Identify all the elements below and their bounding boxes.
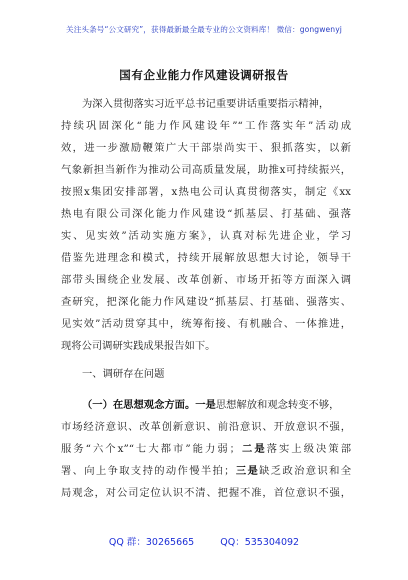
section-heading: 一、调研存在问题	[82, 368, 165, 380]
point-text: 缺乏政治意识和全	[259, 465, 351, 477]
paragraph-line: 查研究，把深化能力作风建设“抓基层、打基础、强落实、	[61, 296, 351, 308]
paragraph-line	[61, 394, 351, 416]
point-text: 服务“六个x”“七大都市”能力弱；	[61, 443, 240, 455]
point-label: 一是	[195, 399, 216, 411]
intro-paragraph	[61, 93, 351, 357]
point-label: 三是	[234, 465, 260, 477]
point-text: 署、向上争取支持的动作慢半拍；	[61, 465, 235, 477]
paragraph-line: 部带头围绕企业发展、改革创新、市场开拓等方面深入调	[61, 274, 351, 286]
paragraph-line: 借鉴先进理念和模式，持续开展解放思想大讨论，领导干	[61, 252, 351, 264]
point-text: 思想解放和观念转变不够，	[215, 399, 340, 411]
paragraph-line	[61, 460, 351, 482]
paragraph-line: 为深入贯彻落实习近平总书记重要讲话重要指示精神，	[82, 98, 330, 110]
paragraph-line	[61, 438, 351, 460]
document-title: 国有企业能力作风建设调研报告	[119, 68, 289, 82]
paragraph-line: 热电有限公司深化能力作风建设“抓基层、打基础、强落	[61, 208, 351, 220]
paragraph-line: 效，进一步激励鞭策广大干部崇尚实干、狠抓落实，以新	[61, 142, 351, 154]
paragraph-line: 市场经济意识、改革创新意识、前沿意识、开放意识不强，	[61, 421, 351, 433]
paragraph-line: 气象新担当新作为推动公司高质量发展，助推x可持续振兴，	[61, 164, 351, 176]
qq-number: QQ：535304092	[220, 537, 300, 548]
subsection-paragraph	[61, 394, 351, 504]
paragraph-line: 见实效”活动贯穿其中，统筹衔接、有机融合、一体推进，	[61, 318, 351, 330]
paragraph-line: 实、见实效”活动实施方案》，认真对标先进企业，学习	[61, 230, 351, 242]
paragraph-line: 按照x集团安排部署，x热电公司认真贯彻落实，制定《xx	[61, 186, 351, 198]
paragraph-line: 局观念，对公司定位认识不清、把握不准，首位意识不强，	[61, 487, 351, 499]
point-label: 二是	[239, 443, 267, 455]
subsection-heading: （一）在思想观念方面。	[82, 399, 196, 411]
section-heading-wrap	[61, 363, 351, 385]
footer-contact	[0, 534, 408, 548]
qq-group-number: QQ 群：30265665	[108, 537, 195, 548]
point-text: 落实上级决策部	[266, 443, 351, 455]
paragraph-line: 现将公司调研实践成果报告如下。	[61, 340, 216, 352]
paragraph-line: 持续巩固深化“能力作风建设年”“工作落实年”活动成	[61, 120, 351, 132]
promo-banner: 关注头条号“公文研究”，获得最新最全最专业的公文资料库！ 微信：gongwenyj	[66, 25, 342, 34]
